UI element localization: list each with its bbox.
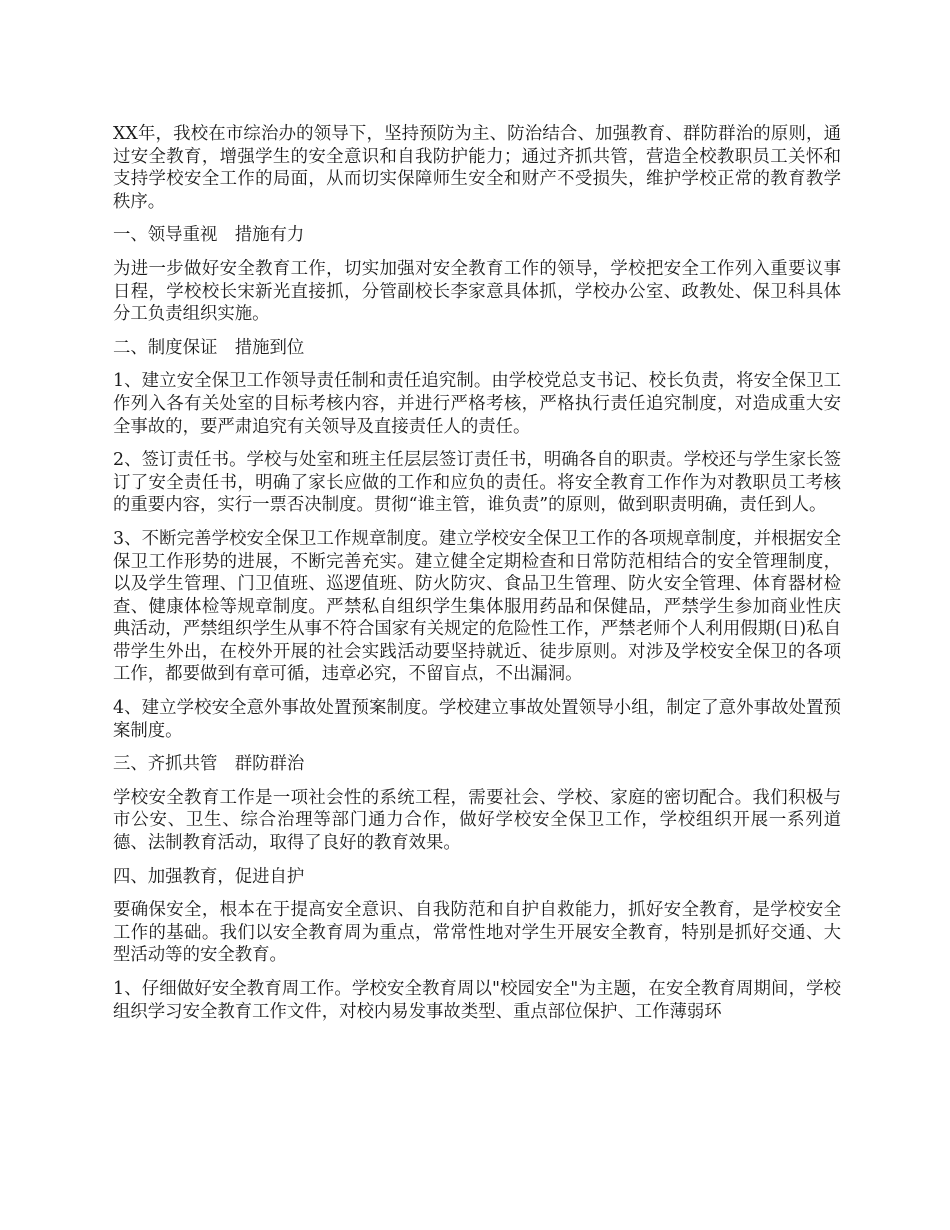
intro-paragraph: XX年，我校在市综治办的领导下，坚持预防为主、防治结合、加强教育、群防群治的原则，通过安全教育，增强学生的安全意识和自我防护能力；通过齐抓共管，营造全校教职员工关怀和支持学校安全工作的局面，从而切实保障师生安全和财产不受损失，维护学校正常的教育教学秩序。 [113, 124, 841, 212]
system-item-1-paragraph: 1、建立安全保卫工作领导责任制和责任追究制。由学校党总支书记、校长负责，将安全保卫工作列入各有关处室的目标考核内容，并进行严格考核，严格执行责任追究制度，对造成重大安全事故的，要严肃追究有关领导及直接责任人的责任。 [113, 371, 841, 437]
document-body [113, 123, 841, 1034]
section-heading-leadership: 一、领导重视 措施有力 [113, 225, 305, 246]
education-item-1-paragraph: 1、仔细做好安全教育周工作。学校安全教育周以"校园安全"为主题，在安全教育周期间，学校组织学习安全教育工作文件，对校内易发事故类型、重点部位保护、工作薄弱环 [113, 979, 841, 1022]
section-heading-system: 二、制度保证 措施到位 [113, 337, 305, 358]
leadership-paragraph: 为进一步做好安全教育工作，切实加强对安全教育工作的领导，学校把安全工作列入重要议事日程，学校校长宋新光直接抓，分管副校长李家意具体抓，学校办公室、政教处、保卫科具体分工负责组织实施。 [113, 258, 841, 325]
system-item-4-paragraph: 4、建立学校安全意外事故处置预案制度。学校建立事故处置领导小组，制定了意外事故处置预案制度。 [113, 698, 841, 741]
education-paragraph: 要确保安全，根本在于提高安全意识、自我防范和自护自救能力，抓好安全教育，是学校安全工作的基础。我们以安全教育周为重点，常常性地对学生开展安全教育，特别是抓好交通、大型活动等的安全教育。 [113, 900, 841, 966]
system-item-2-paragraph: 2、签订责任书。学校与处室和班主任层层签订责任书，明确各自的职责。学校还与学生家长签订了安全责任书，明确了家长应做的工作和应负的责任。将安全教育工作作为对教职员工考核的重要内容，实行一票否决制度。贯彻“谁主管，谁负责”的原则，做到职责明确，责任到人。 [113, 450, 841, 516]
system-item-3-paragraph: 3、不断完善学校安全保卫工作规章制度。建立学校安全保卫工作的各项规章制度，并根据安全保卫工作形势的进展，不断完善充实。建立健全定期检查和日常防范相结合的安全管理制度，以及学生管理、门卫值班、巡逻值班、防火防灾、食品卫生管理、防火安全管理、体育器材检查、健康体检等规章制度。严禁私自组织学生集体服用药品和保健品，严禁学生参加商业性庆典活动，严禁组织学生从事不符合国家有关规定的危险性工作，严禁老师个人利用假期(日)私自带学生外出，在校外开展的社会实践活动要坚持就近、徒步原则。对涉及学校安全保卫的各项工作，都要做到有章可循，违章必究，不留盲点，不出漏洞。 [113, 528, 841, 685]
cooperation-paragraph: 学校安全教育工作是一项社会性的系统工程，需要社会、学校、家庭的密切配合。我们积极与市公安、卫生、综合治理等部门通力合作，做好学校安全保卫工作，学校组织开展一系列道德、法制教育活动，取得了良好的教育效果。 [113, 787, 841, 854]
section-heading-cooperation: 三、齐抓共管 群防群治 [113, 754, 305, 775]
section-heading-education: 四、加强教育，促进自护 [113, 866, 305, 887]
